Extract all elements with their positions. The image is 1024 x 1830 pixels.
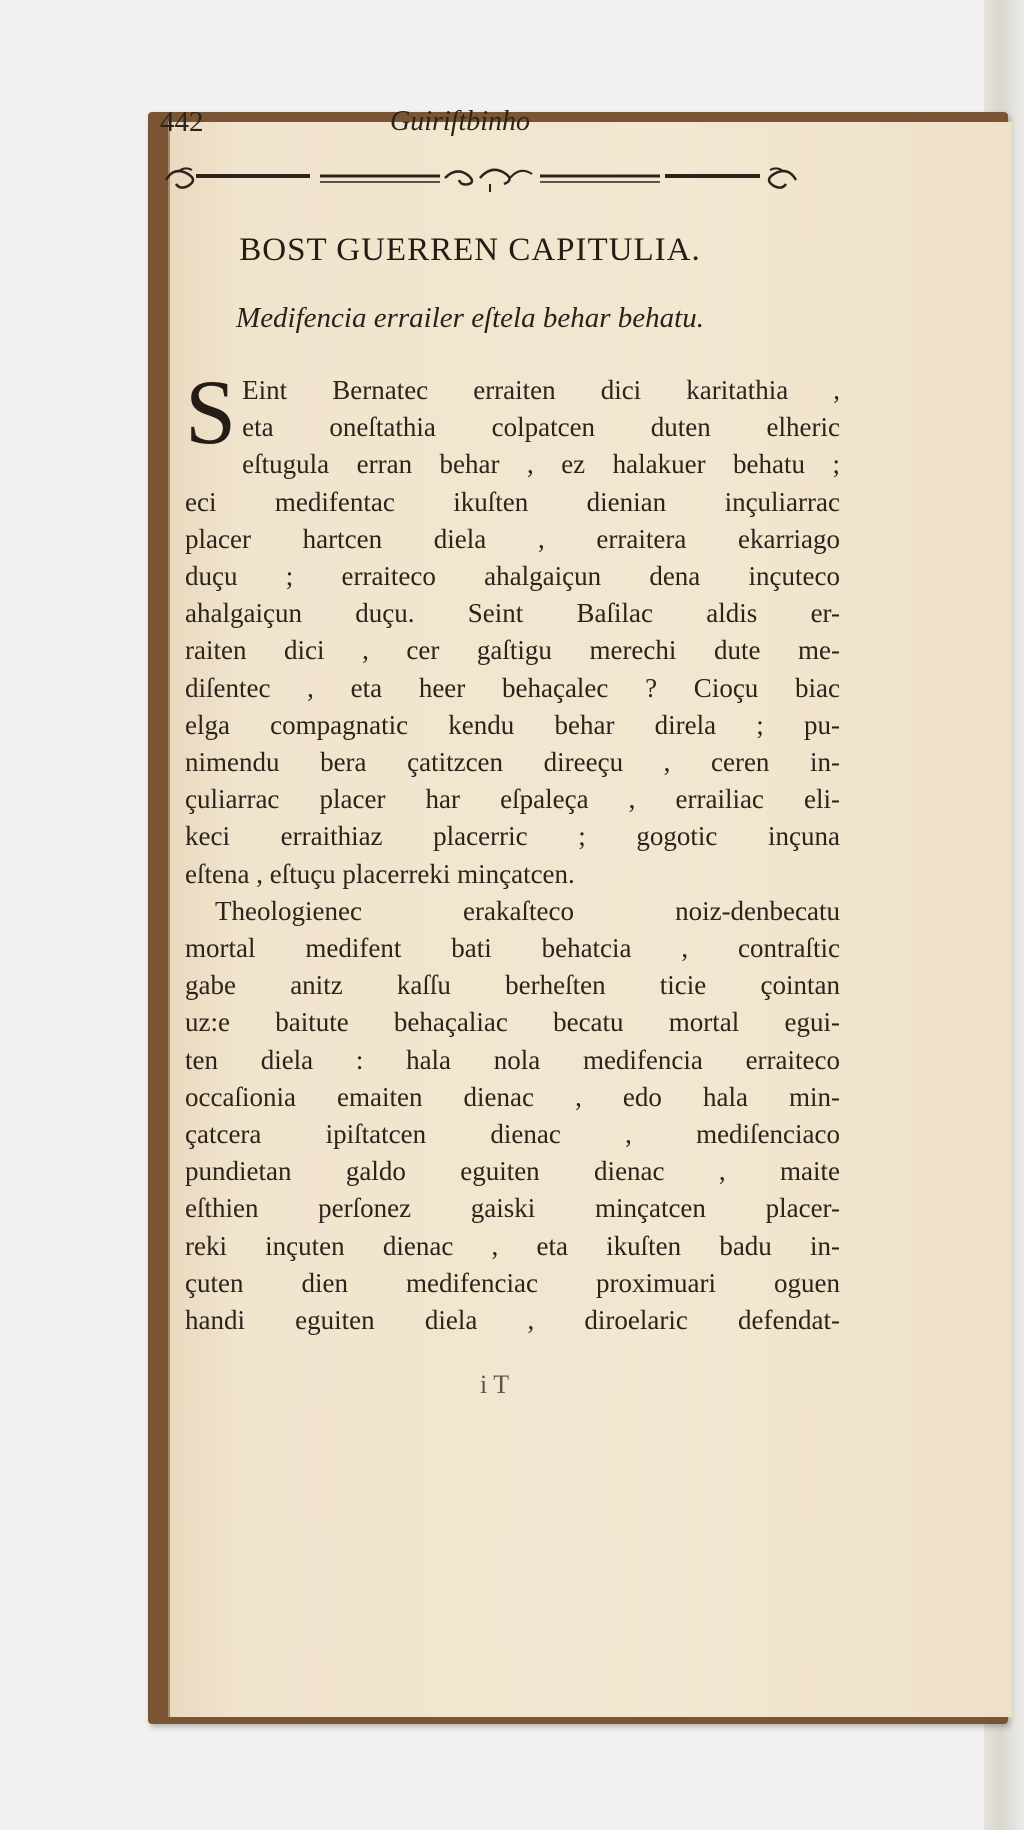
text-line: pundietan galdo eguiten dienac , maite [185, 1156, 840, 1187]
ornament-rule [160, 160, 802, 194]
chapter-title: BOST GUERREN CAPITULIA. [239, 232, 701, 268]
text-line: keci erraithiaz placerric ; gogotic inçuna [185, 821, 840, 852]
chapter-subtitle: Medifencia errailer eſtela behar behatu. [236, 302, 704, 334]
text-line: diſentec , eta heer behaçalec ? Cioçu biac [185, 672, 840, 703]
text-line: duçu ; erraiteco ahalgaiçun dena inçuteco [185, 561, 840, 592]
text-line: nimendu bera çatitzcen direeçu , ceren in- [185, 747, 840, 778]
catchword: i T [480, 1370, 510, 1399]
text-line: raiten dici , cer gaſtigu merechi dute me- [185, 635, 840, 666]
body-text [185, 361, 840, 1339]
text-line: mortal medifent bati behatcia , contraſtic [185, 933, 840, 964]
text-line: eſtugula erran behar , ez halakuer behatu ; [242, 449, 840, 480]
text-line: Theologienec erakaſteco noiz-denbecatu [215, 895, 840, 926]
paragraph-2 [185, 893, 840, 1339]
paragraph-1 [185, 361, 840, 893]
text-line: eta oneſtathia colpatcen duten elheric [242, 412, 840, 443]
text-line: gabe anitz kaſſu berheſten ticie çointan [185, 970, 840, 1001]
text-line: occaſionia emaiten dienac , edo hala min- [185, 1081, 840, 1112]
text-line: placer hartcen diela , erraitera ekarriago [185, 523, 840, 554]
text-line: çatcera ipiſtatcen dienac , mediſenciaco [185, 1119, 840, 1150]
page-number: 442 [160, 106, 204, 138]
running-head [160, 106, 590, 146]
text-line: eci medifentac ikuſten dienian inçuliarrac [185, 486, 840, 517]
text-line: handi eguiten diela , diroelaric defendat- [185, 1305, 840, 1336]
text-line: çuliarrac placer har eſpaleça , errailiac eli- [185, 784, 840, 815]
text-line: eſtena , eſtuçu placerreki minçatcen. [185, 858, 575, 889]
text-line: ahalgaiçun duçu. Seint Baſilac aldis er- [185, 598, 840, 629]
text-line: eſthien perſonez gaiski minçatcen placer- [185, 1193, 840, 1224]
text-line: uz:e baitute behaçaliac becatu mortal egui- [185, 1007, 840, 1038]
text-line: Eint Bernatec erraiten dici karitathia , [242, 375, 840, 405]
text-line: reki inçuten dienac , eta ikuſten badu in- [185, 1230, 840, 1261]
text-line: çuten dien medifenciac proximuari oguen [185, 1267, 840, 1298]
drop-cap: S [185, 361, 237, 463]
text-line: elga compagnatic kendu behar direla ; pu- [185, 709, 840, 740]
text-line: ten diela : hala nola medifencia erraiteco [185, 1044, 840, 1075]
running-title: Guiriſtbinho [390, 106, 531, 137]
